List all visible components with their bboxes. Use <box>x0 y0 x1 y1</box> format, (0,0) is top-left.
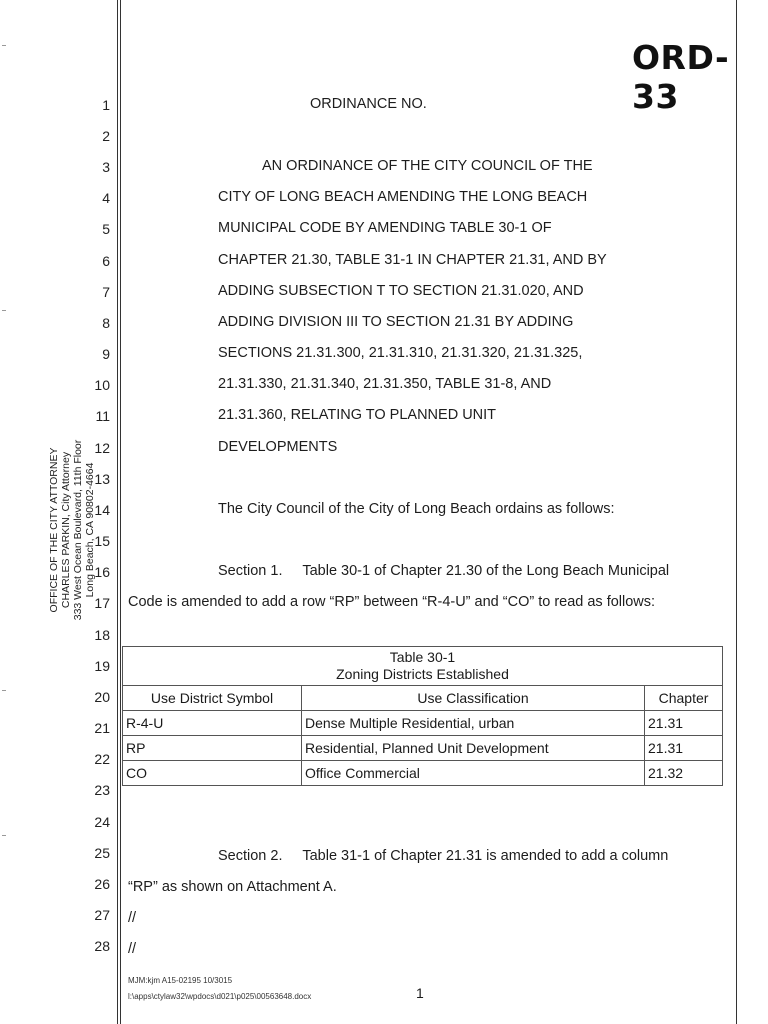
title-line: MUNICIPAL CODE BY AMENDING TABLE 30-1 OF <box>218 220 552 236</box>
sidebar-city: Long Beach, CA 90802-4664 <box>84 462 96 598</box>
sidebar-attorney: CHARLES PARKIN, City Attorney <box>60 451 72 609</box>
line-number: 22 <box>94 751 110 767</box>
section-2-line-2: “RP” as shown on Attachment A. <box>128 879 337 895</box>
section-1-line-1: Section 1. Table 30-1 of Chapter 21.30 of the Long Beach Municipal <box>218 563 670 579</box>
line-number: 19 <box>94 658 110 674</box>
title-line: ADDING DIVISION III TO SECTION 21.31 BY ADDING <box>218 314 574 330</box>
title-line: CHAPTER 21.30, TABLE 31-1 IN CHAPTER 21.31, AND BY <box>218 252 607 268</box>
ordains-clause: The City Council of the City of Long Beach ordains as follows: <box>218 501 615 517</box>
section-1-line-2: Code is amended to add a row “RP” between “R-4-U” and “CO” to read as follows: <box>128 594 656 610</box>
title-line: AN ORDINANCE OF THE CITY COUNCIL OF THE <box>262 158 593 174</box>
line-number: 12 <box>94 440 110 456</box>
table-cell: Office Commercial <box>302 761 645 786</box>
table-cell: CO <box>123 761 302 786</box>
table-cell: R-4-U <box>123 711 302 736</box>
line-number: 3 <box>102 159 110 175</box>
column-header: Use District Symbol <box>123 686 302 711</box>
line-number: 8 <box>102 315 110 331</box>
title-line: ADDING SUBSECTION T TO SECTION 21.31.020, AND <box>218 283 584 299</box>
line-number: 20 <box>94 689 110 705</box>
attorney-sidebar <box>48 440 96 621</box>
line-number: 21 <box>94 720 110 736</box>
continuation-mark: // <box>128 941 137 957</box>
table-row <box>123 761 723 786</box>
line-number: 16 <box>94 564 110 580</box>
title-line: SECTIONS 21.31.300, 21.31.310, 21.31.320, 21.31.325, <box>218 345 583 361</box>
table-caption <box>123 647 723 686</box>
scan-mark <box>2 45 6 46</box>
line-number: 11 <box>95 408 110 424</box>
title-line: CITY OF LONG BEACH AMENDING THE LONG BEACH <box>218 189 588 205</box>
line-number: 18 <box>94 627 110 643</box>
margin-rule-right <box>736 0 737 1024</box>
line-number: 14 <box>94 502 110 518</box>
line-number: 6 <box>102 253 110 269</box>
ordinance-heading: ORDINANCE NO. <box>310 96 427 112</box>
footer-file-path: l:\apps\ctylaw32\wpdocs\d021\p025\00563648.docx <box>128 992 312 1001</box>
table-cell: Residential, Planned Unit Development <box>302 736 645 761</box>
table-row <box>123 736 723 761</box>
continuation-mark: // <box>128 910 137 926</box>
margin-rule-left-1 <box>117 0 118 1024</box>
column-header: Use Classification <box>302 686 645 711</box>
zoning-table <box>122 646 723 786</box>
title-line: 21.31.330, 21.31.340, 21.31.350, TABLE 31-8, AND <box>218 376 552 392</box>
margin-rule-left-2 <box>120 0 121 1024</box>
line-number: 4 <box>102 190 110 206</box>
line-number: 9 <box>102 346 110 362</box>
line-number: 5 <box>102 221 110 237</box>
line-number: 23 <box>94 782 110 798</box>
line-number: 25 <box>94 845 110 861</box>
line-number: 7 <box>102 284 110 300</box>
title-line: 21.31.360, RELATING TO PLANNED UNIT <box>218 407 497 423</box>
line-number: 24 <box>94 814 110 830</box>
line-number: 13 <box>94 471 110 487</box>
ordinance-stamp: ORD-33 <box>632 38 730 116</box>
table-caption-title: Table 30-1 <box>389 649 456 665</box>
sidebar-address: 333 West Ocean Boulevard, 11th Floor <box>72 439 84 621</box>
table-caption-subtitle: Zoning Districts Established <box>336 666 509 682</box>
scan-mark <box>2 310 6 311</box>
sidebar-office: OFFICE OF THE CITY ATTORNEY <box>48 447 60 613</box>
section-2-line-1: Section 2. Table 31-1 of Chapter 21.31 is amended to add a column <box>218 848 669 864</box>
page-number: 1 <box>416 985 424 1001</box>
footer-reference: MJM:kjm A15-02195 10/3015 <box>128 976 233 985</box>
line-number: 1 <box>102 97 110 113</box>
scan-mark <box>2 835 6 836</box>
line-number: 10 <box>94 377 110 393</box>
line-number: 28 <box>94 938 110 954</box>
line-number: 27 <box>94 907 110 923</box>
scan-mark <box>2 690 6 691</box>
table-cell: 21.32 <box>645 761 723 786</box>
table-cell: 21.31 <box>645 711 723 736</box>
title-line: DEVELOPMENTS <box>218 439 338 455</box>
line-number: 26 <box>94 876 110 892</box>
table-cell: Dense Multiple Residential, urban <box>302 711 645 736</box>
line-number: 2 <box>102 128 110 144</box>
table-row <box>123 711 723 736</box>
line-number: 15 <box>94 533 110 549</box>
table-cell: RP <box>123 736 302 761</box>
line-number: 17 <box>94 595 110 611</box>
column-header: Chapter <box>645 686 723 711</box>
table-cell: 21.31 <box>645 736 723 761</box>
